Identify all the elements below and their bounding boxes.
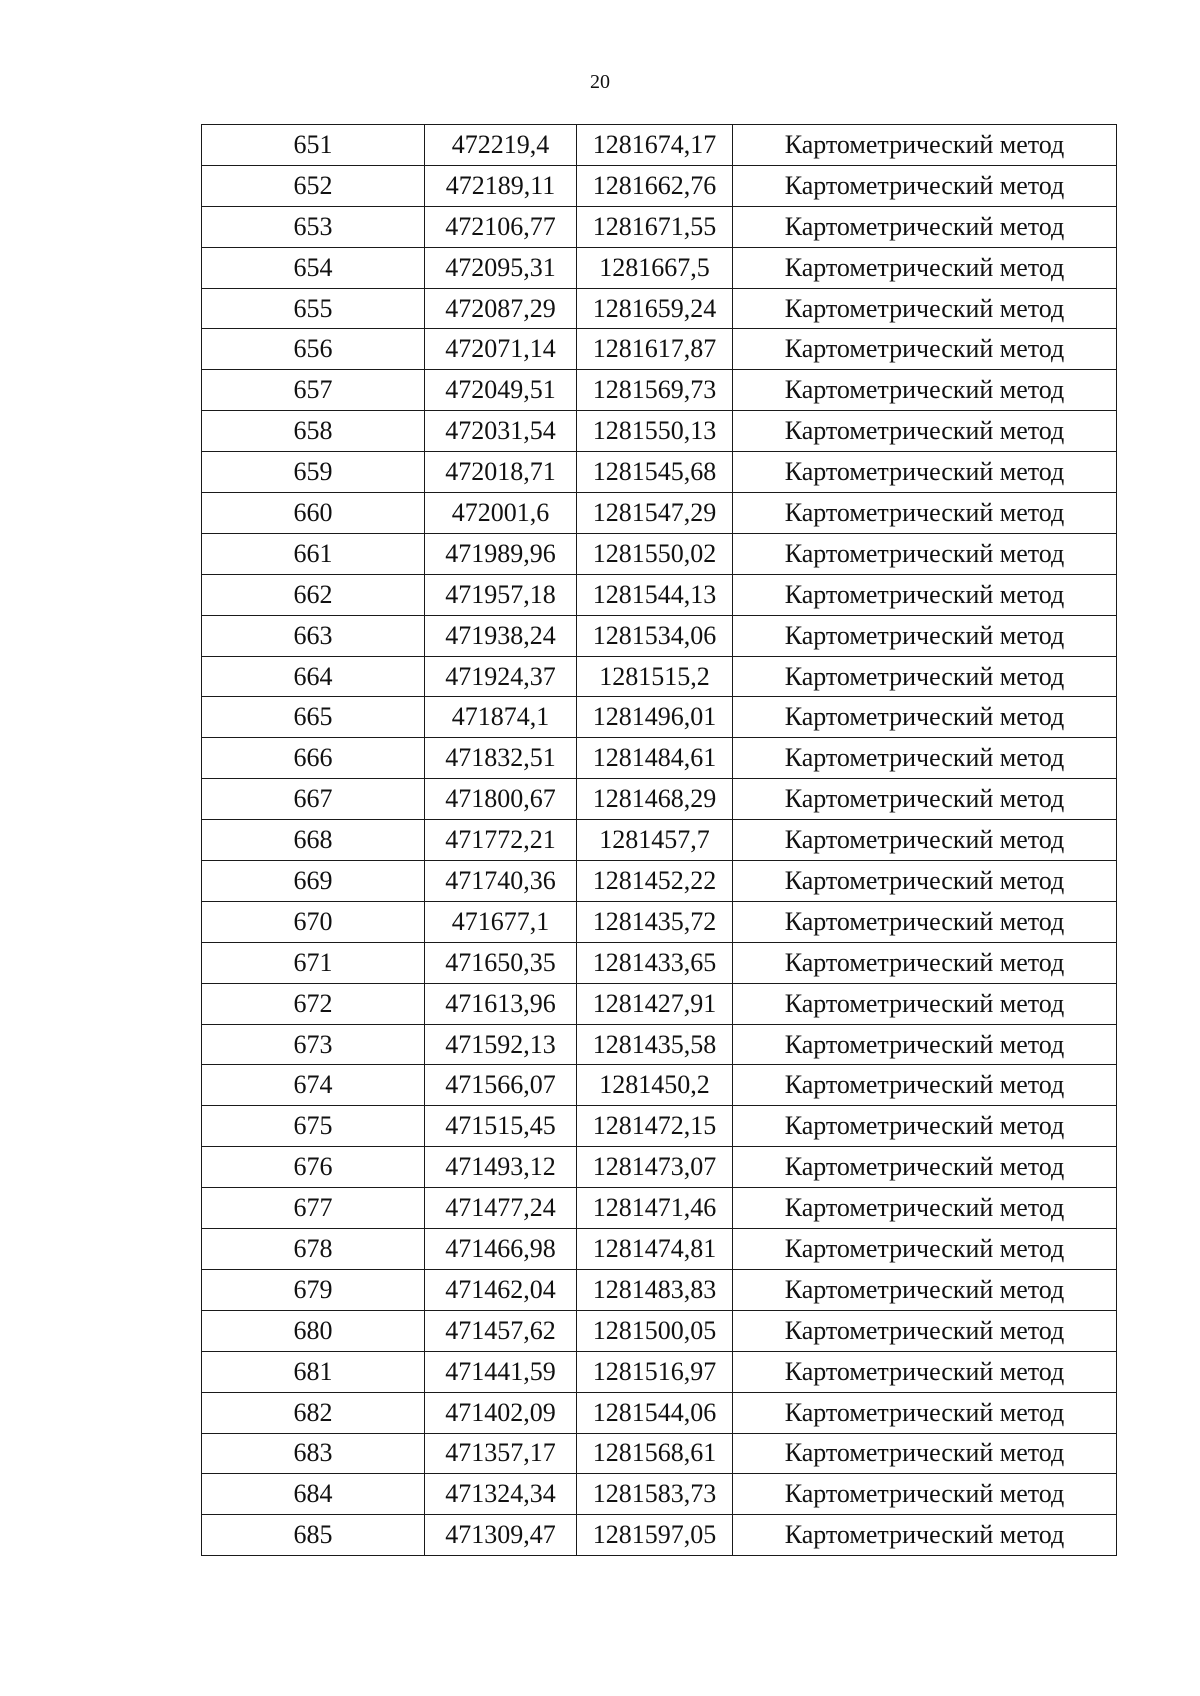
table-row bbox=[202, 533, 1117, 574]
method-cell: Картометрический метод bbox=[733, 1515, 1117, 1556]
y-coordinate-cell: 1281468,29 bbox=[577, 779, 733, 820]
x-coordinate-cell: 472219,4 bbox=[425, 125, 577, 166]
method-cell: Картометрический метод bbox=[733, 697, 1117, 738]
point-number-cell: 655 bbox=[202, 288, 425, 329]
method-cell: Картометрический метод bbox=[733, 1147, 1117, 1188]
table-row bbox=[202, 125, 1117, 166]
x-coordinate-cell: 471832,51 bbox=[425, 738, 577, 779]
point-number-cell: 664 bbox=[202, 656, 425, 697]
y-coordinate-cell: 1281583,73 bbox=[577, 1474, 733, 1515]
point-number-cell: 677 bbox=[202, 1188, 425, 1229]
method-cell: Картометрический метод bbox=[733, 983, 1117, 1024]
point-number-cell: 672 bbox=[202, 983, 425, 1024]
method-cell: Картометрический метод bbox=[733, 288, 1117, 329]
x-coordinate-cell: 471740,36 bbox=[425, 861, 577, 902]
x-coordinate-cell: 472018,71 bbox=[425, 452, 577, 493]
method-cell: Картометрический метод bbox=[733, 1433, 1117, 1474]
y-coordinate-cell: 1281568,61 bbox=[577, 1433, 733, 1474]
method-cell: Картометрический метод bbox=[733, 1065, 1117, 1106]
point-number-cell: 665 bbox=[202, 697, 425, 738]
point-number-cell: 676 bbox=[202, 1147, 425, 1188]
method-cell: Картометрический метод bbox=[733, 370, 1117, 411]
x-coordinate-cell: 472189,11 bbox=[425, 165, 577, 206]
y-coordinate-cell: 1281427,91 bbox=[577, 983, 733, 1024]
method-cell: Картометрический метод bbox=[733, 1188, 1117, 1229]
y-coordinate-cell: 1281550,02 bbox=[577, 533, 733, 574]
y-coordinate-cell: 1281662,76 bbox=[577, 165, 733, 206]
point-number-cell: 652 bbox=[202, 165, 425, 206]
method-cell: Картометрический метод bbox=[733, 165, 1117, 206]
y-coordinate-cell: 1281474,81 bbox=[577, 1229, 733, 1270]
x-coordinate-cell: 471477,24 bbox=[425, 1188, 577, 1229]
coordinates-table-body bbox=[202, 125, 1117, 1556]
table-row bbox=[202, 861, 1117, 902]
table-row bbox=[202, 615, 1117, 656]
method-cell: Картометрический метод bbox=[733, 533, 1117, 574]
y-coordinate-cell: 1281483,83 bbox=[577, 1269, 733, 1310]
point-number-cell: 654 bbox=[202, 247, 425, 288]
table-row bbox=[202, 1433, 1117, 1474]
x-coordinate-cell: 471772,21 bbox=[425, 820, 577, 861]
point-number-cell: 651 bbox=[202, 125, 425, 166]
table-row bbox=[202, 493, 1117, 534]
method-cell: Картометрический метод bbox=[733, 861, 1117, 902]
y-coordinate-cell: 1281500,05 bbox=[577, 1310, 733, 1351]
y-coordinate-cell: 1281547,29 bbox=[577, 493, 733, 534]
y-coordinate-cell: 1281450,2 bbox=[577, 1065, 733, 1106]
point-number-cell: 670 bbox=[202, 901, 425, 942]
table-row bbox=[202, 901, 1117, 942]
method-cell: Картометрический метод bbox=[733, 738, 1117, 779]
y-coordinate-cell: 1281515,2 bbox=[577, 656, 733, 697]
x-coordinate-cell: 471592,13 bbox=[425, 1024, 577, 1065]
method-cell: Картометрический метод bbox=[733, 1024, 1117, 1065]
point-number-cell: 682 bbox=[202, 1392, 425, 1433]
point-number-cell: 680 bbox=[202, 1310, 425, 1351]
x-coordinate-cell: 472031,54 bbox=[425, 411, 577, 452]
y-coordinate-cell: 1281473,07 bbox=[577, 1147, 733, 1188]
table-row bbox=[202, 288, 1117, 329]
method-cell: Картометрический метод bbox=[733, 574, 1117, 615]
point-number-cell: 656 bbox=[202, 329, 425, 370]
point-number-cell: 660 bbox=[202, 493, 425, 534]
y-coordinate-cell: 1281544,13 bbox=[577, 574, 733, 615]
table-row bbox=[202, 452, 1117, 493]
point-number-cell: 661 bbox=[202, 533, 425, 574]
point-number-cell: 679 bbox=[202, 1269, 425, 1310]
point-number-cell: 666 bbox=[202, 738, 425, 779]
table-row bbox=[202, 1024, 1117, 1065]
x-coordinate-cell: 471493,12 bbox=[425, 1147, 577, 1188]
x-coordinate-cell: 471466,98 bbox=[425, 1229, 577, 1270]
x-coordinate-cell: 471309,47 bbox=[425, 1515, 577, 1556]
point-number-cell: 662 bbox=[202, 574, 425, 615]
table-row bbox=[202, 411, 1117, 452]
table-row bbox=[202, 983, 1117, 1024]
y-coordinate-cell: 1281452,22 bbox=[577, 861, 733, 902]
method-cell: Картометрический метод bbox=[733, 1269, 1117, 1310]
x-coordinate-cell: 471566,07 bbox=[425, 1065, 577, 1106]
method-cell: Картометрический метод bbox=[733, 820, 1117, 861]
table-row bbox=[202, 738, 1117, 779]
y-coordinate-cell: 1281433,65 bbox=[577, 942, 733, 983]
y-coordinate-cell: 1281617,87 bbox=[577, 329, 733, 370]
x-coordinate-cell: 471924,37 bbox=[425, 656, 577, 697]
x-coordinate-cell: 471650,35 bbox=[425, 942, 577, 983]
x-coordinate-cell: 472049,51 bbox=[425, 370, 577, 411]
x-coordinate-cell: 472106,77 bbox=[425, 206, 577, 247]
x-coordinate-cell: 471441,59 bbox=[425, 1351, 577, 1392]
table-row bbox=[202, 1106, 1117, 1147]
y-coordinate-cell: 1281516,97 bbox=[577, 1351, 733, 1392]
point-number-cell: 685 bbox=[202, 1515, 425, 1556]
table-row bbox=[202, 1515, 1117, 1556]
x-coordinate-cell: 471874,1 bbox=[425, 697, 577, 738]
coordinates-table bbox=[201, 124, 1117, 1556]
table-row bbox=[202, 1392, 1117, 1433]
x-coordinate-cell: 471957,18 bbox=[425, 574, 577, 615]
method-cell: Картометрический метод bbox=[733, 656, 1117, 697]
table-row bbox=[202, 1188, 1117, 1229]
point-number-cell: 681 bbox=[202, 1351, 425, 1392]
x-coordinate-cell: 471324,34 bbox=[425, 1474, 577, 1515]
x-coordinate-cell: 472071,14 bbox=[425, 329, 577, 370]
page-number: 20 bbox=[590, 71, 610, 93]
point-number-cell: 675 bbox=[202, 1106, 425, 1147]
point-number-cell: 657 bbox=[202, 370, 425, 411]
method-cell: Картометрический метод bbox=[733, 1474, 1117, 1515]
method-cell: Картометрический метод bbox=[733, 1310, 1117, 1351]
point-number-cell: 674 bbox=[202, 1065, 425, 1106]
method-cell: Картометрический метод bbox=[733, 1392, 1117, 1433]
x-coordinate-cell: 471462,04 bbox=[425, 1269, 577, 1310]
point-number-cell: 667 bbox=[202, 779, 425, 820]
table-row bbox=[202, 697, 1117, 738]
point-number-cell: 659 bbox=[202, 452, 425, 493]
method-cell: Картометрический метод bbox=[733, 125, 1117, 166]
y-coordinate-cell: 1281544,06 bbox=[577, 1392, 733, 1433]
method-cell: Картометрический метод bbox=[733, 411, 1117, 452]
point-number-cell: 671 bbox=[202, 942, 425, 983]
y-coordinate-cell: 1281472,15 bbox=[577, 1106, 733, 1147]
method-cell: Картометрический метод bbox=[733, 942, 1117, 983]
y-coordinate-cell: 1281569,73 bbox=[577, 370, 733, 411]
y-coordinate-cell: 1281671,55 bbox=[577, 206, 733, 247]
table-row bbox=[202, 370, 1117, 411]
x-coordinate-cell: 471515,45 bbox=[425, 1106, 577, 1147]
y-coordinate-cell: 1281659,24 bbox=[577, 288, 733, 329]
method-cell: Картометрический метод bbox=[733, 779, 1117, 820]
table-row bbox=[202, 206, 1117, 247]
method-cell: Картометрический метод bbox=[733, 1351, 1117, 1392]
table-row bbox=[202, 574, 1117, 615]
table-row bbox=[202, 779, 1117, 820]
y-coordinate-cell: 1281435,58 bbox=[577, 1024, 733, 1065]
y-coordinate-cell: 1281597,05 bbox=[577, 1515, 733, 1556]
y-coordinate-cell: 1281496,01 bbox=[577, 697, 733, 738]
x-coordinate-cell: 472095,31 bbox=[425, 247, 577, 288]
table-row bbox=[202, 1269, 1117, 1310]
table-row bbox=[202, 1474, 1117, 1515]
point-number-cell: 653 bbox=[202, 206, 425, 247]
point-number-cell: 684 bbox=[202, 1474, 425, 1515]
point-number-cell: 658 bbox=[202, 411, 425, 452]
point-number-cell: 678 bbox=[202, 1229, 425, 1270]
x-coordinate-cell: 471938,24 bbox=[425, 615, 577, 656]
y-coordinate-cell: 1281545,68 bbox=[577, 452, 733, 493]
x-coordinate-cell: 472087,29 bbox=[425, 288, 577, 329]
x-coordinate-cell: 471800,67 bbox=[425, 779, 577, 820]
x-coordinate-cell: 471357,17 bbox=[425, 1433, 577, 1474]
method-cell: Картометрический метод bbox=[733, 901, 1117, 942]
point-number-cell: 669 bbox=[202, 861, 425, 902]
table-row bbox=[202, 1310, 1117, 1351]
table-row bbox=[202, 1065, 1117, 1106]
y-coordinate-cell: 1281667,5 bbox=[577, 247, 733, 288]
x-coordinate-cell: 471677,1 bbox=[425, 901, 577, 942]
method-cell: Картометрический метод bbox=[733, 206, 1117, 247]
y-coordinate-cell: 1281471,46 bbox=[577, 1188, 733, 1229]
table-row bbox=[202, 1147, 1117, 1188]
method-cell: Картометрический метод bbox=[733, 452, 1117, 493]
table-row bbox=[202, 820, 1117, 861]
method-cell: Картометрический метод bbox=[733, 615, 1117, 656]
x-coordinate-cell: 472001,6 bbox=[425, 493, 577, 534]
method-cell: Картометрический метод bbox=[733, 1229, 1117, 1270]
y-coordinate-cell: 1281674,17 bbox=[577, 125, 733, 166]
y-coordinate-cell: 1281435,72 bbox=[577, 901, 733, 942]
y-coordinate-cell: 1281457,7 bbox=[577, 820, 733, 861]
point-number-cell: 668 bbox=[202, 820, 425, 861]
x-coordinate-cell: 471989,96 bbox=[425, 533, 577, 574]
y-coordinate-cell: 1281550,13 bbox=[577, 411, 733, 452]
table-row bbox=[202, 1229, 1117, 1270]
x-coordinate-cell: 471613,96 bbox=[425, 983, 577, 1024]
table-row bbox=[202, 1351, 1117, 1392]
table-row bbox=[202, 656, 1117, 697]
table-row bbox=[202, 165, 1117, 206]
x-coordinate-cell: 471402,09 bbox=[425, 1392, 577, 1433]
method-cell: Картометрический метод bbox=[733, 1106, 1117, 1147]
table-row bbox=[202, 329, 1117, 370]
table-row bbox=[202, 942, 1117, 983]
y-coordinate-cell: 1281484,61 bbox=[577, 738, 733, 779]
method-cell: Картометрический метод bbox=[733, 493, 1117, 534]
method-cell: Картометрический метод bbox=[733, 247, 1117, 288]
y-coordinate-cell: 1281534,06 bbox=[577, 615, 733, 656]
method-cell: Картометрический метод bbox=[733, 329, 1117, 370]
point-number-cell: 663 bbox=[202, 615, 425, 656]
point-number-cell: 683 bbox=[202, 1433, 425, 1474]
x-coordinate-cell: 471457,62 bbox=[425, 1310, 577, 1351]
point-number-cell: 673 bbox=[202, 1024, 425, 1065]
table-row bbox=[202, 247, 1117, 288]
